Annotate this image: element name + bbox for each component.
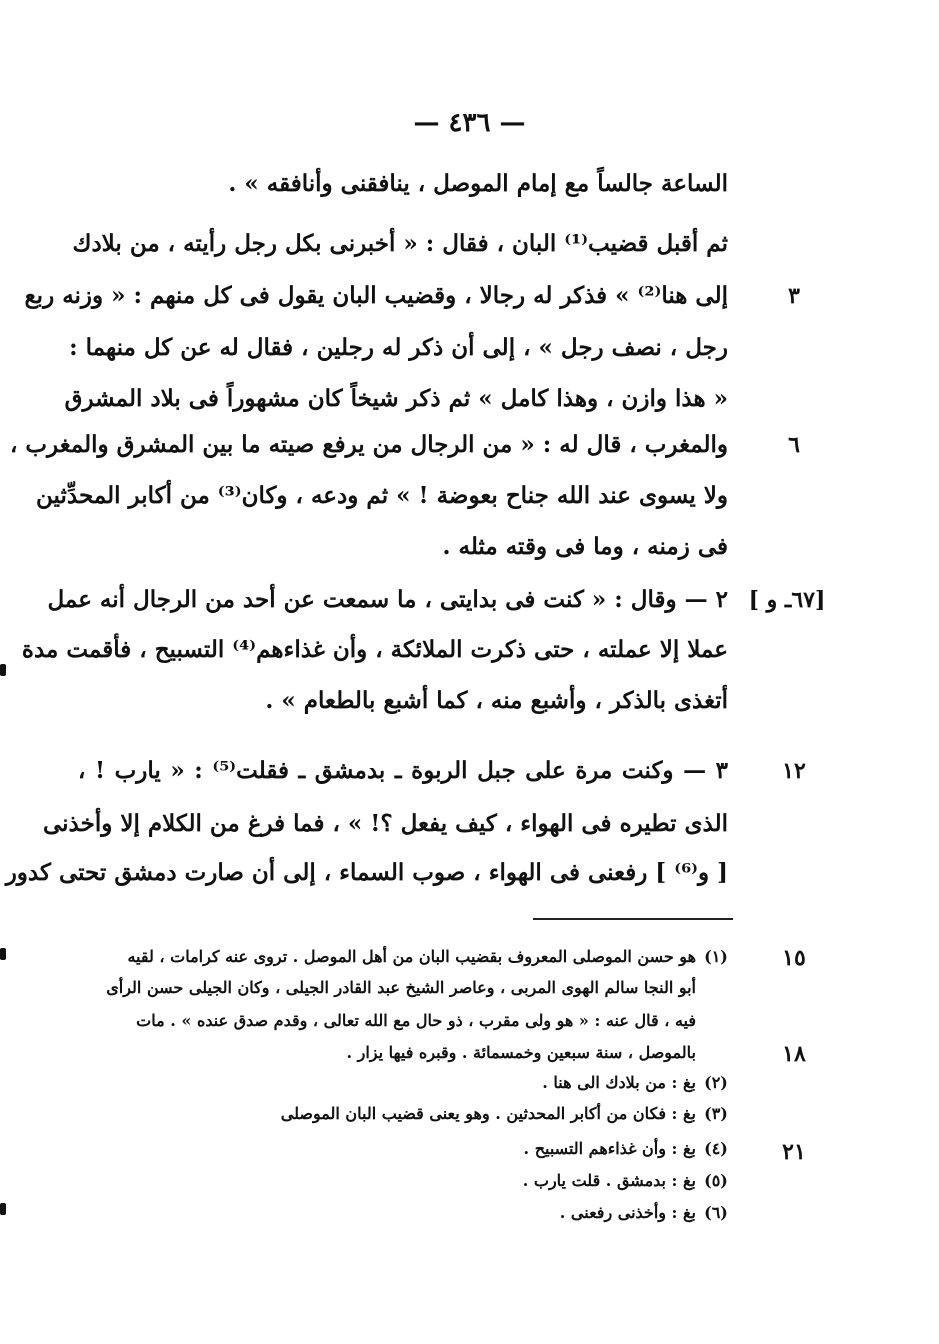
footnote-line: هو حسن الموصلى المعروف بقضيب البان من أهل الموصل . تروى عنه كرامات ، لقيه [127,947,696,966]
scan-speck [0,948,6,960]
body-line: رجل ، نصف رجل » ، إلى أن ذكر له رجلين ، فقال له عن كل منهما : [69,334,728,361]
scan-speck [0,1203,6,1215]
page-number: — ٤٣٦ — [413,108,526,138]
footnote-number: (٤) [704,1139,728,1158]
body-line: ٢ — وقال : « كنت فى بدايتى ، ما سمعت عن أحد من الرجال أنه عمل [47,586,728,613]
footnote-number: (١) [704,947,728,966]
body-line: ولا يسوى عند الله جناح بعوضة ! » ثم ودعه ، وكان⁽³⁾ من أكابر المحدِّثين [36,482,728,509]
footnote-number: (٥) [704,1171,728,1190]
line-number-marker: ١٨ [782,1041,806,1067]
body-line: ثم أقبل قضيب⁽¹⁾ البان ، فقال : « أخبرنى بكل رجل رأيته ، من بلادك [72,230,728,257]
body-line: « هذا وازن ، وهذا كامل » ثم ذكر شيخاً كان مشهوراً فى بلاد المشرق [64,385,728,412]
body-line: عملا إلا عملته ، حتى ذكرت الملائكة ، وأن غذاءهم⁽⁴⁾ التسبيح ، فأقمت مدة [21,636,728,663]
footnote-line: فيه ، قال عنه : « هو ولى مقرب ، ذو حال مع الله تعالى ، وقدم صدق عنده » . مات [136,1011,696,1030]
footnote-line: بغ : فكان من أكابر المحدثين . وهو يعنى قضيب البان الموصلى [280,1104,696,1123]
footnote-line: أبو النجا سالم الهوى المربى ، وعاصر الشيخ عبد القادر الجيلى ، وكان الجيلى حسن الرأى [106,978,696,997]
line-number-marker: ٢١ [782,1139,806,1165]
footnote-rule [533,918,733,920]
line-number-marker: ٣ [788,283,800,309]
line-number-marker: ١٢ [782,758,806,784]
footnote-line: بغ : وأخذنى رفعنى . [559,1203,696,1222]
body-line: والمغرب ، قال له : « من الرجال من يرفع صيته ما بين المشرق والمغرب ، [9,431,728,458]
line-number-marker: ٦ [788,432,800,458]
footnote-line: بغ : بدمشق . قلت يارب . [522,1171,696,1190]
footnote-line: بغ : وأن غذاءهم التسبيح . [523,1139,696,1158]
body-line: الذى تطيره فى الهواء ، كيف يفعل ؟! » ، فما فرغ من الكلام إلا وأخذنى [42,810,728,837]
line-number-marker: ١٥ [782,945,806,971]
body-line: إلى هنا⁽²⁾ » فذكر له رجالا ، وقضيب البان يقول فى كل منهم : « وزنه ربع [24,282,728,309]
footnote-line: بالموصل ، سنة سبعين وخمسمائة . وقبره فيها يزار . [346,1043,696,1062]
footnote-line: بغ : من بلادك الى هنا . [542,1073,696,1092]
scan-speck [0,664,6,676]
body-line: الساعة جالساً مع إمام الموصل ، ينافقنى وأنافقه » . [228,170,728,197]
footnote-number: (٣) [704,1104,728,1123]
folio-marker: [٦٧ـ و ] [748,587,826,613]
body-line: ٣ — وكنت مرة على جبل الربوة ـ بدمشق ـ فقلت⁽⁵⁾ : « يارب ! ، [78,757,728,784]
body-line: أتغذى بالذكر ، وأشبع منه ، كما أشبع بالطعام » . [265,687,728,714]
footnote-number: (٢) [704,1073,728,1092]
body-line: [ و⁽⁶⁾ ] رفعنى فى الهواء ، صوب السماء ، إلى أن صارت دمشق تحتى كدور [5,859,728,886]
footnote-number: (٦) [704,1203,728,1222]
body-line: فى زمنه ، وما فى وقته مثله . [442,533,728,560]
